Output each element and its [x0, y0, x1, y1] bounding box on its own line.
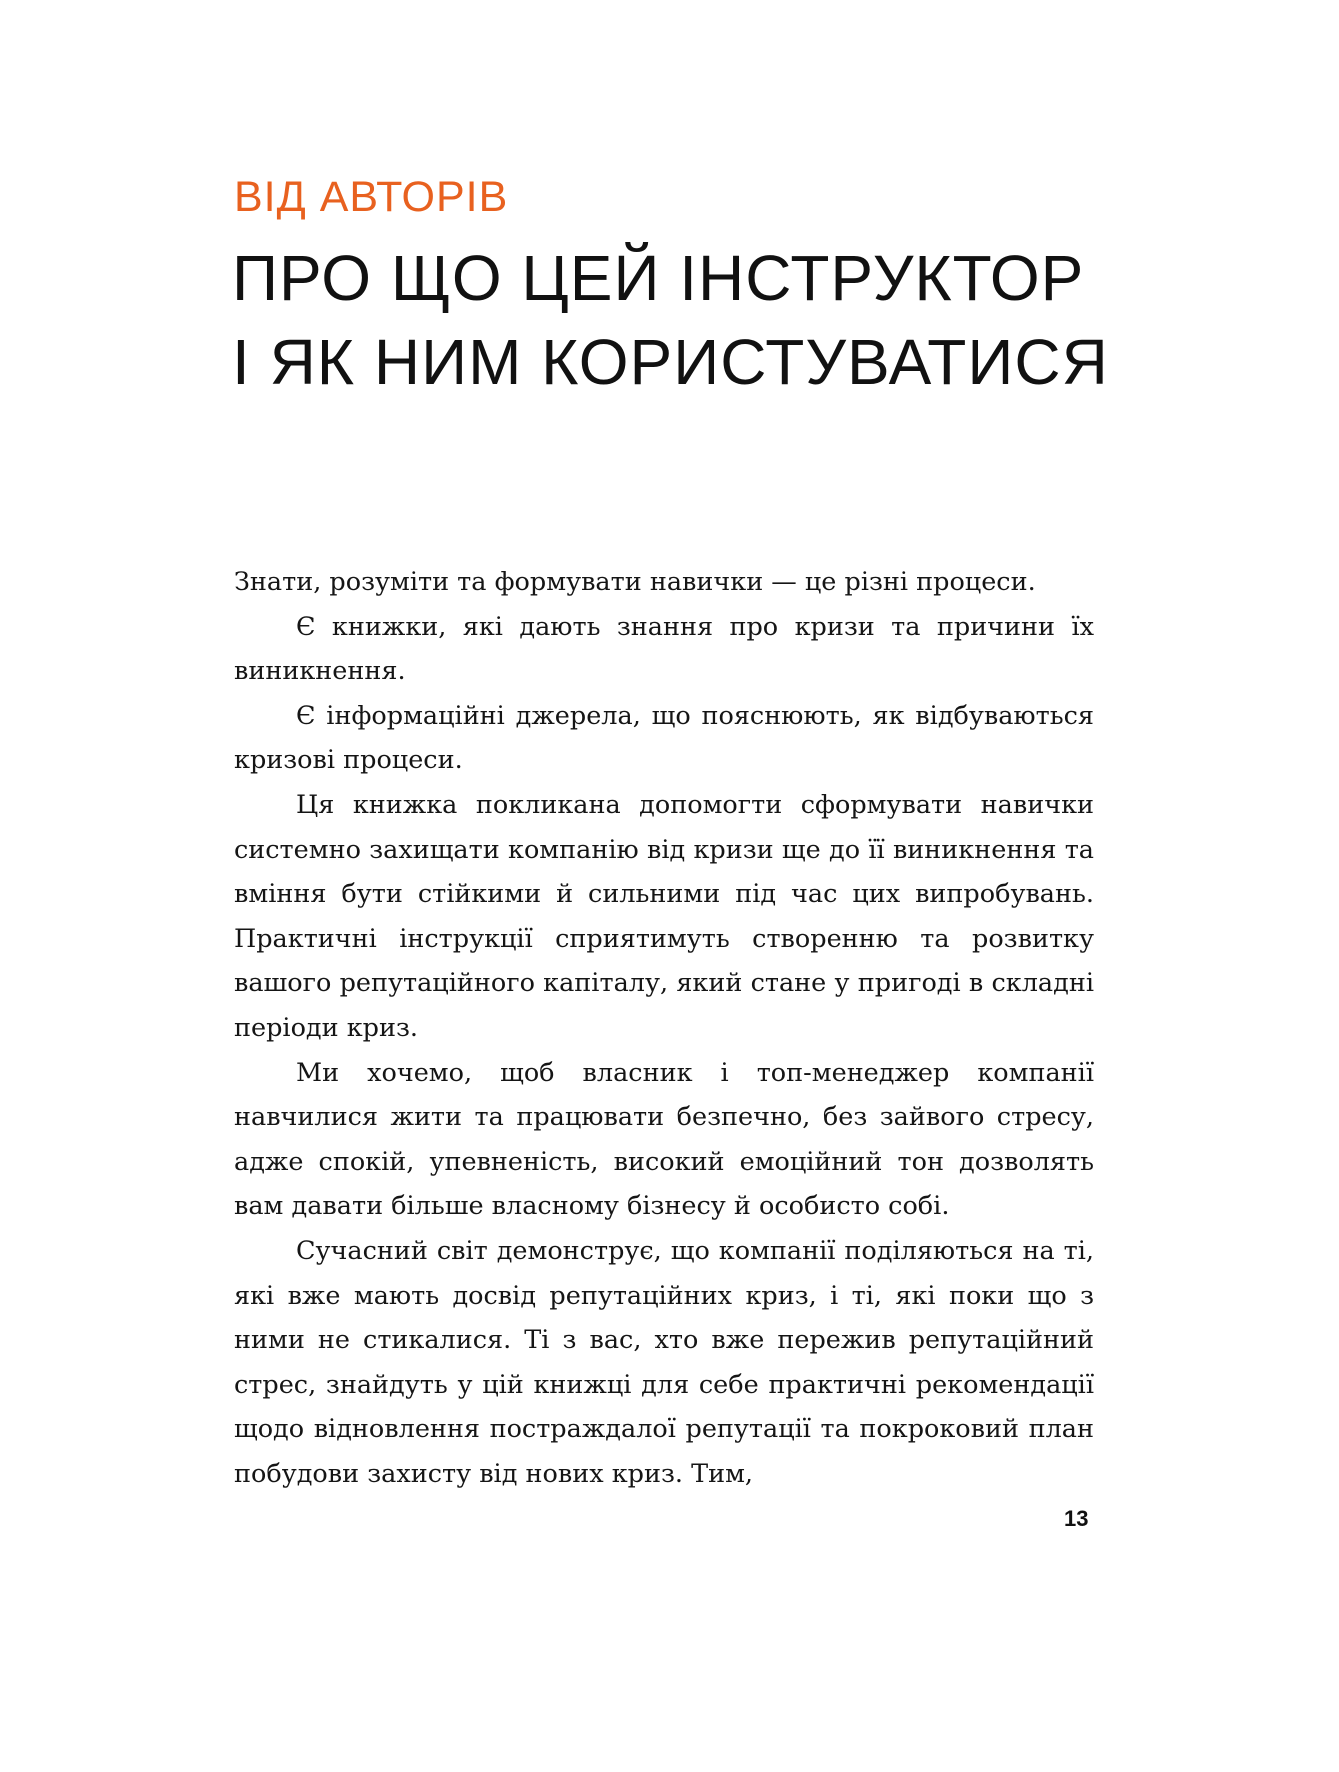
page-title — [232, 236, 1109, 404]
paragraph: Є інформаційні джерела, що пояснюють, як відбуваються кризові процеси. — [234, 700, 1094, 776]
page-number: 13 — [1064, 1506, 1089, 1531]
paragraph: Ця книжка покликана допомогти сформувати навички системно захищати компанію від кризи ще до її виникнення та вміння бути стійкими й сильними під час цих випробувань. Практичні інструкції сприятимуть створенню та розвитку вашого репутаційного капіталу, який стане у пригоді в складні періоди криз. — [234, 789, 1094, 1043]
page-title-line-1: ПРО ЩО ЦЕЙ ІНСТРУКТОР — [232, 242, 1085, 314]
paragraph: Є книжки, які дають знання про кризи та причини їх виникнення. — [234, 611, 1094, 687]
paragraph: Ми хочемо, щоб власник і топ-менеджер компанії навчилися жити та працювати безпечно, без зайвого стресу, адже спокій, упевненість, високий емоційний тон дозволять вам давати більше власному бізнесу й особисто собі. — [234, 1057, 1094, 1222]
section-label: ВІД АВТОРІВ — [234, 173, 509, 221]
body-text — [234, 560, 1094, 1496]
paragraph: Знати, розуміти та формувати навички — це різні процеси. — [234, 567, 1036, 597]
paragraph: Сучасний світ демонструє, що компанії поділяються на ті, які вже мають досвід репутаційних криз, і ті, які поки що з ними не стикалися. Ті з вас, хто вже пережив репутаційний стрес, знайдуть у цій книжці для себе практичні рекомендації щодо відновлення постраждалої репутації та покроковий план побудови захисту від нових криз. Тим, — [234, 1235, 1094, 1489]
page-title-line-2: І ЯК НИМ КОРИСТУВАТИСЯ — [232, 326, 1109, 398]
